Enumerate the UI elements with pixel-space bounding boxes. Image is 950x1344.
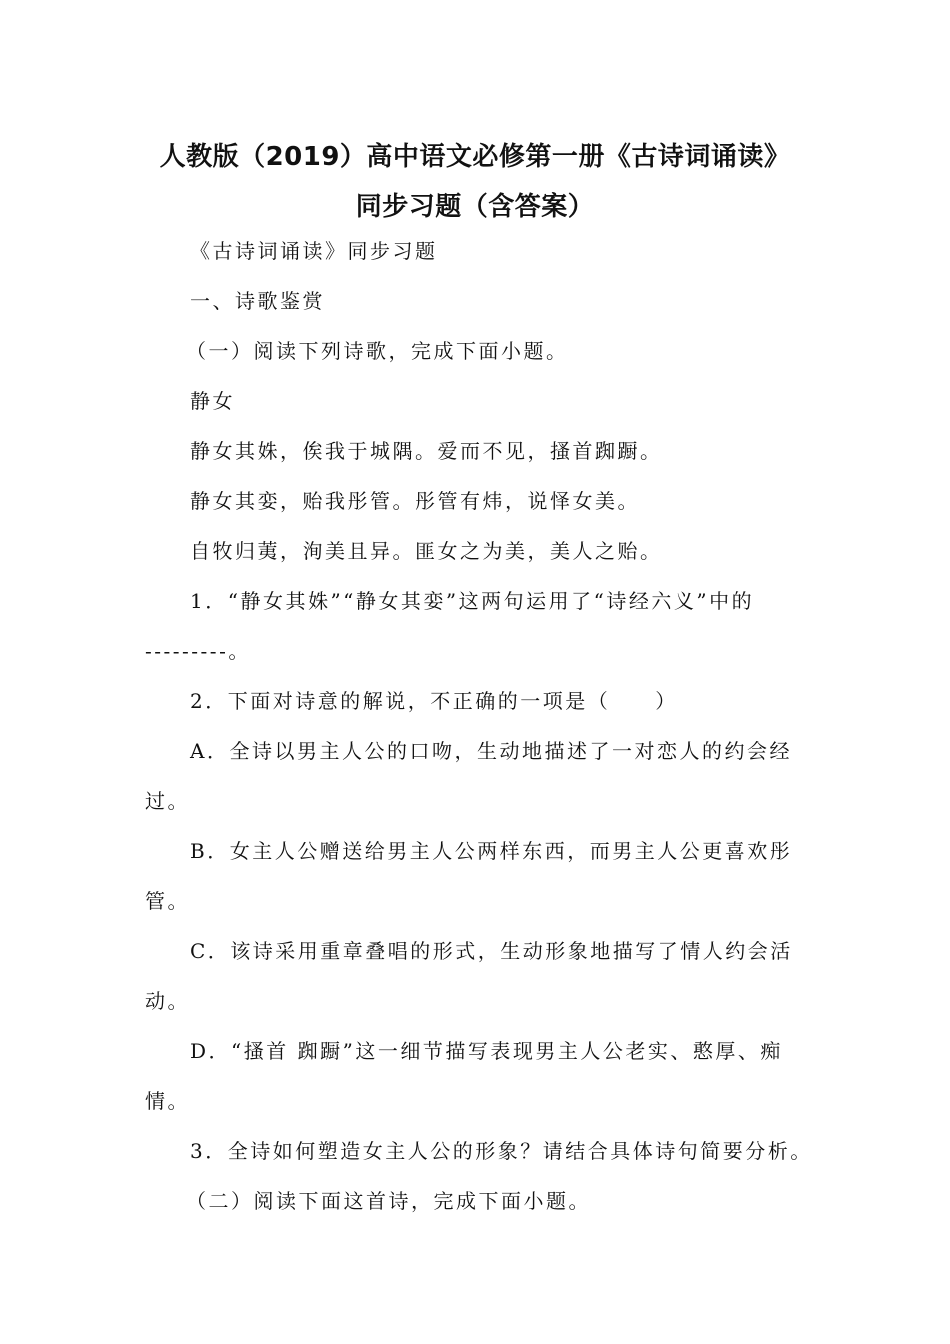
- option-c-continued: 动。: [145, 989, 190, 1013]
- question-3: 3．全诗如何塑造女主人公的形象？请结合具体诗句简要分析。: [190, 1139, 813, 1163]
- poem-line: 静女其娈，贻我彤管。彤管有炜，说怿女美。: [190, 489, 640, 513]
- poem-title: 静女: [190, 389, 235, 413]
- option-b-continued: 管。: [145, 889, 190, 913]
- option-d: D．“搔首 踟蹰”这一细节描写表现男主人公老实、憨厚、痴: [190, 1039, 783, 1063]
- question-2: 2．下面对诗意的解说，不正确的一项是（ ）: [190, 689, 678, 713]
- option-a: A．全诗以男主人公的口吻，生动地描述了一对恋人的约会经: [190, 739, 792, 763]
- option-a-continued: 过。: [145, 789, 190, 813]
- option-d-continued: 情。: [145, 1089, 190, 1113]
- poem-line: 静女其姝，俟我于城隅。爱而不见，搔首踟蹰。: [190, 439, 663, 463]
- question-1: 1．“静女其姝”“静女其娈”这两句运用了“诗经六义”中的: [190, 589, 755, 613]
- part1-instruction: （一）阅读下列诗歌，完成下面小题。: [186, 339, 569, 363]
- poem-line: 自牧归荑，洵美且异。匪女之为美，美人之贻。: [190, 539, 663, 563]
- document-title-line-2: 同步习题（含答案）: [355, 192, 595, 222]
- section-heading: 一、诗歌鉴赏: [190, 289, 325, 313]
- document-title-line-1: 人教版（2019）高中语文必修第一册《古诗词诵读》: [159, 142, 791, 172]
- option-c: C．该诗采用重章叠唱的形式，生动形象地描写了情人约会活: [190, 939, 793, 963]
- part2-instruction: （二）阅读下面这首诗，完成下面小题。: [186, 1189, 591, 1213]
- question-1-blank: ---------。: [145, 639, 251, 663]
- option-b: B．女主人公赠送给男主人公两样东西，而男主人公更喜欢彤: [190, 839, 793, 863]
- subtitle: 《古诗词诵读》同步习题: [190, 239, 438, 263]
